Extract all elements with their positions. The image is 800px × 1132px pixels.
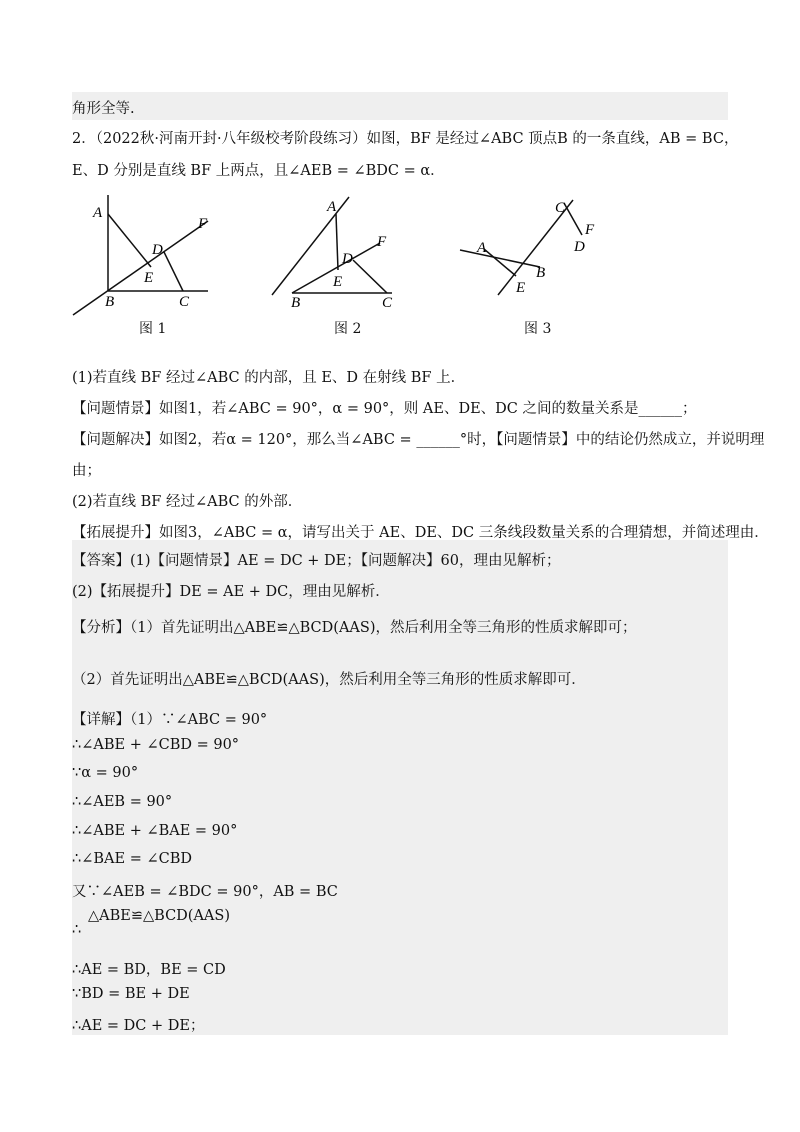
fig1-label-F: F [198,216,208,232]
detail-line-11: ∴AE = DC + DE； [72,1018,205,1034]
fig1-label-C: C [179,294,190,310]
fig2-label-A: A [327,199,337,215]
detail-line-4: ∴∠AEB = 90° [72,794,173,810]
question-part-2: (2)若直线 BF 经过∠ABC 的外部． [72,494,303,510]
fig1-label-E: E [144,270,154,286]
fig3-label-B: B [536,265,546,281]
fig1-label-B: B [105,294,115,310]
detail-line-8-therefore: ∴ [72,922,82,938]
detail-line-3: ∵α = 90° [72,765,139,781]
detail-line-5: ∴∠ABE + ∠BAE = 90° [72,823,238,839]
answer-line-1: 【答案】(1)【问题情景】AE = DC + DE；【问题解决】60，理由见解析； [72,553,561,569]
detail-line-7: 又∵∠AEB = ∠BDC = 90°，AB = BC [72,884,338,900]
shade-top [72,92,728,120]
question-scenario: 【问题情景】如图1，若∠ABC = 90°，α = 90°，则 AE、DE、DC 之间的数量关系是______； [72,401,697,417]
fig2-label-E: E [333,274,343,290]
fig2-label-D: D [342,251,353,267]
detail-line-8: △ABE≌△BCD(AAS) [88,908,230,924]
question-solve: 【问题解决】如图2，若α = 120°，那么当∠ABC = ______°时，【问题情景】中的结论仍然成立，并说明理 [72,432,765,448]
fig3-label-F: F [585,222,595,238]
detail-line-9: ∴AE = BD，BE = CD [72,962,226,978]
question-extension: 【拓展提升】如图3，∠ABC = α，请写出关于 AE、DE、DC 三条线段数量关系的合理猜想，并简述理由． [72,525,769,541]
question-solve-cont: 由； [72,463,101,479]
detail-line-1: 【详解】（1）∵∠ABC = 90° [72,712,268,728]
fig3-label-A: A [477,240,487,256]
figure-3-caption: 图 3 [524,321,552,337]
detail-line-10: ∵BD = BE + DE [72,986,190,1002]
figure-2-caption: 图 2 [334,321,362,337]
analysis-line-2: （2）首先证明出△ABE≌△BCD(AAS)，然后利用全等三角形的性质求解即可． [72,672,586,688]
fig3-label-E: E [516,280,526,296]
analysis-line-1: 【分析】（1）首先证明出△ABE≌△BCD(AAS)，然后利用全等三角形的性质求解即可； [72,620,637,636]
fig2-label-C: C [382,295,393,311]
fig2-label-B: B [291,295,301,311]
figure-2 [265,190,415,320]
detail-line-2: ∴∠ABE + ∠CBD = 90° [72,737,240,753]
problem-statement-line-1: 2．（2022秋·河南开封·八年级校考阶段练习）如图，BF 是经过∠ABC 顶点B 的一条直线，AB = BC， [72,131,739,147]
text-line-1: 角形全等. [72,101,135,117]
figure-1 [68,190,228,320]
detail-line-6: ∴∠BAE = ∠CBD [72,851,192,867]
answer-line-2: (2)【拓展提升】DE = AE + DC，理由见解析． [72,584,390,600]
question-part-1: (1)若直线 BF 经过∠ABC 的内部，且 E、D 在射线 BF 上． [72,370,466,386]
figure-3 [458,190,608,310]
fig3-label-D: D [574,239,585,255]
problem-statement-line-2: E、D 分别是直线 BF 上两点，且∠AEB = ∠BDC = α． [72,163,445,179]
fig1-label-A: A [93,205,103,221]
figure-1-caption: 图 1 [139,321,167,337]
fig1-label-D: D [152,242,163,258]
fig2-label-F: F [377,234,387,250]
fig3-label-C: C [555,200,566,216]
